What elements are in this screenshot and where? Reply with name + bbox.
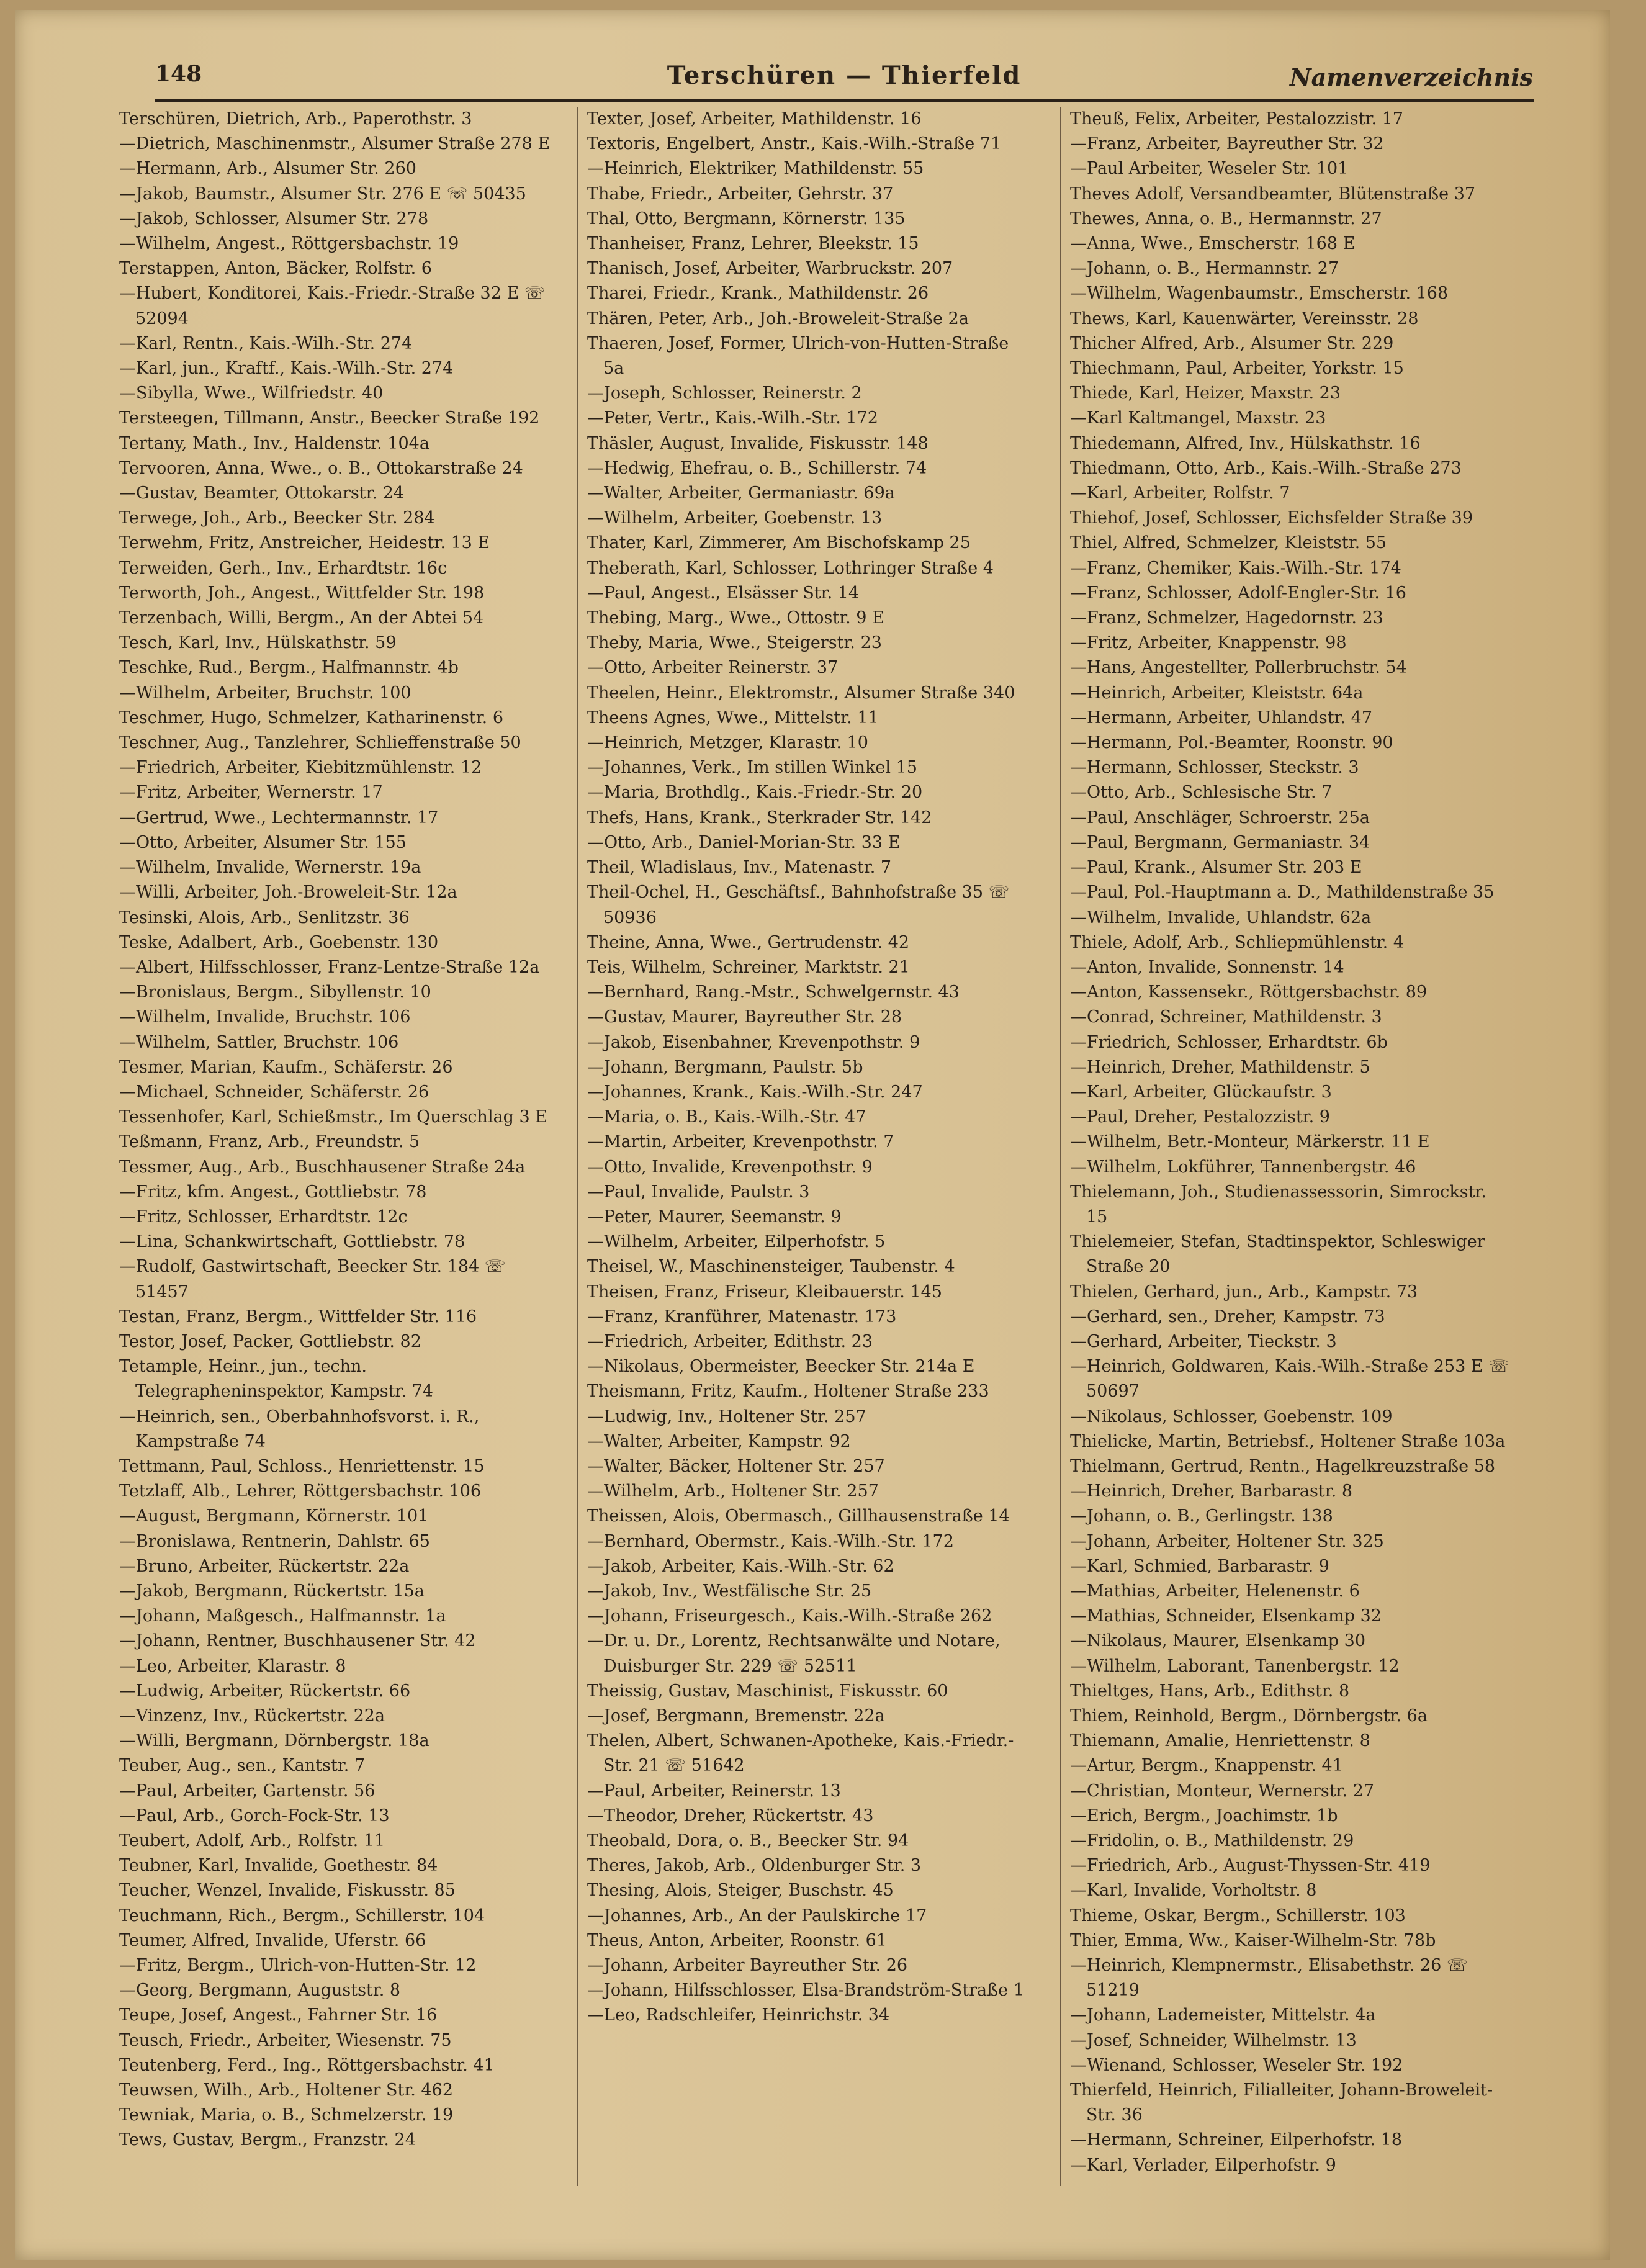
directory-entry: —Gustav, Beamter, Ottokarstr. 24 — [119, 484, 405, 503]
directory-entry: —Peter, Maurer, Seemanstr. 9 — [587, 1207, 842, 1226]
directory-entry: Teusch, Friedr., Arbeiter, Wiesenstr. 75 — [119, 2030, 452, 2050]
directory-entry: Theisel, W., Maschinensteiger, Taubenstr. 4 — [587, 1257, 955, 1277]
directory-entry: Tetzlaff, Alb., Lehrer, Röttgersbachstr. 106 — [119, 1482, 482, 1501]
directory-entry: —Maria, Brothdlg., Kais.-Friedr.-Str. 20 — [587, 783, 923, 803]
directory-entry: —Hedwig, Ehefrau, o. B., Schillerstr. 74 — [587, 458, 927, 478]
directory-entry: Thiedemann, Alfred, Inv., Hülskathstr. 16 — [1070, 433, 1421, 453]
directory-entry: —Fritz, Arbeiter, Wernerstr. 17 — [119, 783, 383, 803]
directory-entry: Terweiden, Gerh., Inv., Erhardtstr. 16c — [119, 558, 447, 578]
directory-entry: Testor, Josef, Packer, Gottliebstr. 82 — [119, 1331, 421, 1351]
directory-entry: Thicher Alfred, Arb., Alsumer Str. 229 — [1070, 333, 1394, 353]
directory-entry: —Bronislaus, Bergm., Sibyllenstr. 10 — [119, 983, 431, 1002]
directory-entry: —Nikolaus, Schlosser, Goebenstr. 109 — [1070, 1406, 1393, 1426]
directory-entry: Thewes, Anna, o. B., Hermannstr. 27 — [1070, 209, 1382, 228]
directory-entry: Tharei, Friedr., Krank., Mathildenstr. 26 — [587, 284, 929, 304]
directory-entry: —Johann, Hilfsschlosser, Elsa-Brandström-Straße 1 — [587, 1981, 1024, 2000]
directory-entry: Thefs, Hans, Krank., Sterkrader Str. 142 — [587, 808, 932, 827]
directory-entry: Thal, Otto, Bergmann, Körnerstr. 135 — [587, 209, 906, 228]
directory-entry: —Johann, Rentner, Buschhausener Str. 42 — [119, 1631, 476, 1651]
directory-entry: Thären, Peter, Arb., Joh.-Broweleit-Straße 2a — [587, 308, 969, 328]
directory-entry: Thabe, Friedr., Arbeiter, Gehrstr. 37 — [587, 184, 894, 204]
directory-entry: —Karl, Schmied, Barbarastr. 9 — [1070, 1556, 1329, 1576]
directory-entry: —Mathias, Arbeiter, Helenenstr. 6 — [1070, 1581, 1360, 1601]
directory-entry: —Jakob, Baumstr., Alsumer Str. 276 E ☏ 50435 — [119, 184, 526, 204]
directory-entry: —Paul, Bergmann, Germaniastr. 34 — [1070, 832, 1370, 852]
directory-entry: Texter, Josef, Arbeiter, Mathildenstr. 16 — [587, 109, 922, 128]
directory-entry: Theobald, Dora, o. B., Beecker Str. 94 — [587, 1831, 909, 1851]
directory-entry: —Wilhelm, Invalide, Bruchstr. 106 — [119, 1007, 411, 1027]
directory-entry: —Walter, Arbeiter, Kampstr. 92 — [587, 1431, 851, 1451]
directory-entry: —Hermann, Schlosser, Steckstr. 3 — [1070, 758, 1359, 778]
directory-entry: Theves Adolf, Versandbeamter, Blütenstraße 37 — [1070, 184, 1476, 204]
directory-entry: —Paul, Angest., Elsässer Str. 14 — [587, 583, 860, 603]
directory-entry: —Gertrud, Wwe., Lechtermannstr. 17 — [119, 808, 439, 827]
directory-entry: Teubner, Karl, Invalide, Goethestr. 84 — [119, 1856, 438, 1876]
directory-entry: —Wilhelm, Laborant, Tanenbergstr. 12 — [1070, 1656, 1400, 1676]
directory-entry: —August, Bergmann, Körnerstr. 101 — [119, 1506, 429, 1526]
directory-entry: Terwehm, Fritz, Anstreicher, Heidestr. 13 E — [119, 533, 490, 553]
directory-entry: —Johann, Maßgesch., Halfmannstr. 1a — [119, 1606, 446, 1626]
directory-entry: —Walter, Bäcker, Holtener Str. 257 — [587, 1456, 885, 1476]
directory-entry: Teske, Adalbert, Arb., Goebenstr. 130 — [119, 932, 439, 952]
directory-entry: —Bernhard, Rang.-Mstr., Schwelgernstr. 43 — [587, 983, 960, 1002]
directory-entry: Tettmann, Paul, Schloss., Henriettenstr. 15 — [119, 1456, 485, 1476]
page-header — [155, 57, 1533, 101]
directory-entry: —Johannes, Krank., Kais.-Wilh.-Str. 247 — [587, 1082, 923, 1102]
directory-entry: —Friedrich, Schlosser, Erhardtstr. 6b — [1070, 1032, 1388, 1052]
directory-entry: —Karl, jun., Kraftf., Kais.-Wilh.-Str. 274 — [119, 359, 454, 379]
directory-entry: —Rudolf, Gastwirtschaft, Beecker Str. 184 ☏ 51457 — [119, 1257, 506, 1302]
directory-entry: —Paul, Anschläger, Schroerstr. 25a — [1070, 808, 1370, 827]
directory-entry: —Theodor, Dreher, Rückertstr. 43 — [587, 1806, 874, 1825]
directory-entry: —Nikolaus, Obermeister, Beecker Str. 214a E — [587, 1357, 975, 1377]
directory-entry: —Josef, Schneider, Wilhelmstr. 13 — [1070, 2030, 1357, 2050]
directory-entry: —Wilhelm, Angest., Röttgersbachstr. 19 — [119, 234, 459, 254]
directory-entry: Thierfeld, Heinrich, Filialleiter, Johann-Broweleit-Str. 36 — [1070, 2081, 1493, 2125]
directory-entry: Teubert, Adolf, Arb., Rolfstr. 11 — [119, 1831, 385, 1851]
directory-entry: Tessenhofer, Karl, Schießmstr., Im Querschlag 3 E — [119, 1107, 548, 1127]
directory-entry: —Jakob, Inv., Westfälische Str. 25 — [587, 1581, 872, 1601]
directory-entry: Thieme, Oskar, Bergm., Schillerstr. 103 — [1070, 1906, 1406, 1925]
directory-entry: —Willi, Bergmann, Dörnbergstr. 18a — [119, 1731, 429, 1751]
directory-entry: —Johann, Bergmann, Paulstr. 5b — [587, 1057, 863, 1077]
directory-entry: —Bernhard, Obermstr., Kais.-Wilh.-Str. 172 — [587, 1531, 954, 1551]
directory-entry: Thelen, Albert, Schwanen-Apotheke, Kais.-Friedr.-Str. 21 ☏ 51642 — [587, 1731, 1014, 1776]
directory-entry: —Gerhard, sen., Dreher, Kampstr. 73 — [1070, 1307, 1385, 1326]
directory-entry: Thielemann, Joh., Studienassessorin, Simrockstr. 15 — [1070, 1182, 1486, 1226]
directory-entry: Theens Agnes, Wwe., Mittelstr. 11 — [587, 708, 879, 727]
directory-entry: —Fritz, Arbeiter, Knappenstr. 98 — [1070, 633, 1347, 653]
directory-entry: —Paul, Krank., Alsumer Str. 203 E — [1070, 858, 1362, 878]
directory-entry: —Wilhelm, Arbeiter, Goebenstr. 13 — [587, 508, 883, 528]
directory-entry: —Johann, Arbeiter, Holtener Str. 325 — [1070, 1531, 1384, 1551]
directory-entry: —Wilhelm, Arbeiter, Eilperhofstr. 5 — [587, 1232, 886, 1252]
directory-entry: —Gustav, Maurer, Bayreuther Str. 28 — [587, 1007, 902, 1027]
directory-entry: —Wilhelm, Arbeiter, Bruchstr. 100 — [119, 683, 412, 703]
directory-entry: Thielmann, Gertrud, Rentn., Hagelkreuzstraße 58 — [1070, 1456, 1496, 1476]
directory-entry: Teuwsen, Wilh., Arb., Holtener Str. 462 — [119, 2081, 454, 2100]
directory-entry: —Heinrich, Goldwaren, Kais.-Wilh.-Straße 253 E ☏ 50697 — [1070, 1357, 1509, 1402]
directory-entry: Terwege, Joh., Arb., Beecker Str. 284 — [119, 508, 435, 528]
directory-entry: —Peter, Vertr., Kais.-Wilh.-Str. 172 — [587, 408, 878, 428]
directory-entry: Tesinski, Alois, Arb., Senlitzstr. 36 — [119, 907, 410, 927]
directory-entry: —Paul, Invalide, Paulstr. 3 — [587, 1182, 810, 1202]
directory-entry: —Fritz, kfm. Angest., Gottliebstr. 78 — [119, 1182, 427, 1202]
directory-entry: —Franz, Schmelzer, Hagedornstr. 23 — [1070, 608, 1383, 628]
directory-entry: Tessmer, Aug., Arb., Buschhausener Straße 24a — [119, 1157, 526, 1177]
directory-entry: —Paul, Pol.-Hauptmann a. D., Mathildenstraße 35 — [1070, 883, 1495, 902]
directory-entry: Thäsler, August, Invalide, Fiskusstr. 148 — [587, 433, 929, 453]
directory-entry: —Ludwig, Inv., Holtener Str. 257 — [587, 1406, 866, 1426]
directory-entry: Theismann, Fritz, Kaufm., Holtener Straße 233 — [587, 1382, 989, 1402]
directory-entry: Terstappen, Anton, Bäcker, Rolfstr. 6 — [119, 259, 432, 279]
directory-entry: —Paul, Dreher, Pestalozzistr. 9 — [1070, 1107, 1330, 1127]
directory-entry: Thiehof, Josef, Schlosser, Eichsfelder Straße 39 — [1070, 508, 1473, 528]
directory-entry: Theissig, Gustav, Maschinist, Fiskusstr. 60 — [587, 1681, 948, 1701]
directory-entry: Teuber, Aug., sen., Kantstr. 7 — [119, 1756, 366, 1776]
directory-entry: —Paul, Arbeiter, Gartenstr. 56 — [119, 1781, 376, 1801]
directory-entry: Terschüren, Dietrich, Arb., Paperothstr. 3 — [119, 109, 472, 128]
directory-entry: —Heinrich, Dreher, Mathildenstr. 5 — [1070, 1057, 1370, 1077]
directory-entry: —Franz, Schlosser, Adolf-Engler-Str. 16 — [1070, 583, 1406, 603]
directory-entry: Teucher, Wenzel, Invalide, Fiskusstr. 85 — [119, 1881, 456, 1901]
directory-entry: Terzenbach, Willi, Bergm., An der Abtei 54 — [119, 608, 484, 628]
directory-entry: —Vinzenz, Inv., Rückertstr. 22a — [119, 1706, 385, 1726]
directory-entry: —Hermann, Arb., Alsumer Str. 260 — [119, 159, 416, 179]
directory-entry: Tews, Gustav, Bergm., Franzstr. 24 — [119, 2130, 416, 2150]
directory-entry: Teupe, Josef, Angest., Fahrner Str. 16 — [119, 2005, 438, 2025]
directory-entry: —Karl, Arbeiter, Rolfstr. 7 — [1070, 484, 1290, 503]
directory-entry: —Karl, Rentn., Kais.-Wilh.-Str. 274 — [119, 333, 413, 353]
page-number: 148 — [155, 61, 202, 87]
directory-entry: Thiechmann, Paul, Arbeiter, Yorkstr. 15 — [1070, 359, 1404, 379]
directory-entry: —Dr. u. Dr., Lorentz, Rechtsanwälte und Notare, Duisburger Str. 229 ☏ 52511 — [587, 1631, 1001, 1676]
directory-entry: —Hubert, Konditorei, Kais.-Friedr.-Straße 32 E ☏ 52094 — [119, 284, 546, 328]
directory-entry: —Hermann, Arbeiter, Uhlandstr. 47 — [1070, 708, 1373, 727]
section-title: Namenverzeichnis — [1289, 63, 1533, 91]
directory-entry: —Karl, Invalide, Vorholtstr. 8 — [1070, 1881, 1317, 1901]
directory-entry: —Franz, Arbeiter, Bayreuther Str. 32 — [1070, 134, 1384, 154]
directory-entry: —Johann, Lademeister, Mittelstr. 4a — [1070, 2005, 1376, 2025]
directory-entry: —Josef, Bergmann, Bremenstr. 22a — [587, 1706, 885, 1726]
directory-entry: —Leo, Radschleifer, Heinrichstr. 34 — [587, 2005, 890, 2025]
directory-entry: —Mathias, Schneider, Elsenkamp 32 — [1070, 1606, 1382, 1626]
directory-entry: —Johann, Arbeiter Bayreuther Str. 26 — [587, 1956, 908, 1976]
directory-entry: Teuchmann, Rich., Bergm., Schillerstr. 104 — [119, 1906, 485, 1925]
directory-entry: Teis, Wilhelm, Schreiner, Marktstr. 21 — [587, 957, 910, 977]
directory-entry: —Maria, o. B., Kais.-Wilh.-Str. 47 — [587, 1107, 866, 1127]
directory-entry: Textoris, Engelbert, Anstr., Kais.-Wilh.-Straße 71 — [587, 134, 1002, 154]
directory-entry: Testan, Franz, Bergm., Wittfelder Str. 116 — [119, 1307, 477, 1326]
directory-entry: —Johann, o. B., Gerlingstr. 138 — [1070, 1506, 1333, 1526]
directory-entry: Tervooren, Anna, Wwe., o. B., Ottokarstraße 24 — [119, 458, 523, 478]
column-divider — [577, 107, 578, 2186]
directory-entry: —Paul Arbeiter, Weseler Str. 101 — [1070, 159, 1349, 179]
directory-entry: —Jakob, Arbeiter, Kais.-Wilh.-Str. 62 — [587, 1556, 894, 1576]
directory-entry: —Paul, Arb., Gorch-Fock-Str. 13 — [119, 1806, 390, 1825]
directory-entry: —Heinrich, Arbeiter, Kleiststr. 64a — [1070, 683, 1364, 703]
directory-entry: —Lina, Schankwirtschaft, Gottliebstr. 78 — [119, 1232, 465, 1252]
directory-entry: —Paul, Arbeiter, Reinerstr. 13 — [587, 1781, 841, 1801]
directory-entry: —Friedrich, Arbeiter, Edithstr. 23 — [587, 1331, 873, 1351]
directory-entry: —Friedrich, Arbeiter, Kiebitzmühlenstr. 12 — [119, 758, 482, 778]
directory-entry: —Walter, Arbeiter, Germaniastr. 69a — [587, 484, 895, 503]
directory-entry: Tewniak, Maria, o. B., Schmelzerstr. 19 — [119, 2105, 454, 2125]
directory-entry: —Wilhelm, Wagenbaumstr., Emscherstr. 168 — [1070, 284, 1449, 304]
directory-entry: —Anton, Kassensekr., Röttgersbachstr. 89 — [1070, 983, 1428, 1002]
directory-entry: —Heinrich, sen., Oberbahnhofsvorst. i. R., Kampstraße 74 — [119, 1406, 480, 1451]
directory-entry: Teschke, Rud., Bergm., Halfmannstr. 4b — [119, 658, 459, 678]
header-rule — [155, 99, 1534, 102]
directory-entry: —Johann, Friseurgesch., Kais.-Wilh.-Straße 262 — [587, 1606, 992, 1626]
directory-entry: —Johannes, Verk., Im stillen Winkel 15 — [587, 758, 917, 778]
directory-entry: Thieltges, Hans, Arb., Edithstr. 8 — [1070, 1681, 1350, 1701]
directory-column-2 — [587, 107, 1029, 2242]
directory-entry: Theus, Anton, Arbeiter, Roonstr. 61 — [587, 1930, 887, 1950]
directory-entry: —Jakob, Eisenbahner, Krevenpothstr. 9 — [587, 1032, 920, 1052]
directory-entry: —Ludwig, Arbeiter, Rückertstr. 66 — [119, 1681, 411, 1701]
directory-entry: Thiele, Adolf, Arb., Schliepmühlenstr. 4 — [1070, 932, 1405, 952]
directory-entry: Theres, Jakob, Arb., Oldenburger Str. 3 — [587, 1856, 922, 1876]
directory-entry: Thater, Karl, Zimmerer, Am Bischofskamp 25 — [587, 533, 971, 553]
directory-entry: Thielicke, Martin, Betriebsf., Holtener Straße 103a — [1070, 1431, 1506, 1451]
directory-entry: —Gerhard, Arbeiter, Tieckstr. 3 — [1070, 1331, 1337, 1351]
directory-entry: Thielemeier, Stefan, Stadtinspektor, Schleswiger Straße 20 — [1070, 1232, 1485, 1277]
directory-entry: Thiem, Reinhold, Bergm., Dörnbergstr. 6a — [1070, 1706, 1428, 1726]
directory-entry: Thiel, Alfred, Schmelzer, Kleiststr. 55 — [1070, 533, 1387, 553]
directory-entry: Thiemann, Amalie, Henriettenstr. 8 — [1070, 1731, 1370, 1751]
directory-entry: —Wilhelm, Invalide, Wernerstr. 19a — [119, 858, 421, 878]
directory-entry: —Otto, Arbeiter, Alsumer Str. 155 — [119, 832, 407, 852]
directory-entry: —Johann, o. B., Hermannstr. 27 — [1070, 259, 1339, 279]
directory-entry: —Karl, Verlader, Eilperhofstr. 9 — [1070, 2155, 1336, 2175]
directory-entry: Theberath, Karl, Schlosser, Lothringer Straße 4 — [587, 558, 994, 578]
directory-entry: Thaeren, Josef, Former, Ulrich-von-Hutten-Straße 5a — [587, 333, 1009, 379]
directory-entry: —Fritz, Schlosser, Erhardtstr. 12c — [119, 1207, 408, 1226]
directory-entry: Thiede, Karl, Heizer, Maxstr. 23 — [1070, 384, 1341, 403]
directory-entry: Teschmer, Hugo, Schmelzer, Katharinenstr. 6 — [119, 708, 504, 727]
directory-entry: —Michael, Schneider, Schäferstr. 26 — [119, 1082, 429, 1102]
directory-entry: Theuß, Felix, Arbeiter, Pestalozzistr. 17 — [1070, 109, 1403, 128]
directory-entry: Tesch, Karl, Inv., Hülskathstr. 59 — [119, 633, 397, 653]
directory-entry: —Fritz, Bergm., Ulrich-von-Hutten-Str. 12 — [119, 1956, 477, 1976]
directory-entry: —Heinrich, Elektriker, Mathildenstr. 55 — [587, 159, 924, 179]
directory-entry: —Albert, Hilfsschlosser, Franz-Lentze-Straße 12a — [119, 957, 540, 977]
directory-entry: —Wilhelm, Invalide, Uhlandstr. 62a — [1070, 907, 1372, 927]
directory-entry: —Anna, Wwe., Emscherstr. 168 E — [1070, 234, 1356, 254]
directory-entry: —Karl Kaltmangel, Maxstr. 23 — [1070, 408, 1326, 428]
directory-entry: Terworth, Joh., Angest., Wittfelder Str. 198 — [119, 583, 485, 603]
directory-entry: —Sibylla, Wwe., Wilfriedstr. 40 — [119, 384, 384, 403]
directory-entry: —Otto, Arb., Schlesische Str. 7 — [1070, 783, 1333, 803]
directory-entry: —Joseph, Schlosser, Reinerstr. 2 — [587, 384, 862, 403]
directory-entry: —Heinrich, Dreher, Barbarastr. 8 — [1070, 1482, 1352, 1501]
directory-entry: —Franz, Kranführer, Matenastr. 173 — [587, 1307, 897, 1326]
directory-entry: —Jakob, Schlosser, Alsumer Str. 278 — [119, 209, 429, 228]
directory-entry: Teutenberg, Ferd., Ing., Röttgersbachstr. 41 — [119, 2055, 495, 2075]
directory-entry: Thanisch, Josef, Arbeiter, Warbruckstr. 207 — [587, 259, 953, 279]
directory-entry: —Martin, Arbeiter, Krevenpothstr. 7 — [587, 1132, 894, 1152]
directory-entry: Tersteegen, Tillmann, Anstr., Beecker Straße 192 — [119, 408, 540, 428]
directory-entry: —Heinrich, Klempnermstr., Elisabethstr. 26 ☏ 51219 — [1070, 1956, 1468, 2000]
directory-entry: —Hans, Angestellter, Pollerbruchstr. 54 — [1070, 658, 1407, 678]
directory-entry: —Johannes, Arb., An der Paulskirche 17 — [587, 1906, 927, 1925]
directory-entry: Tertany, Math., Inv., Haldenstr. 104a — [119, 433, 429, 453]
directory-entry: Thiedmann, Otto, Arb., Kais.-Wilh.-Straße 273 — [1070, 458, 1462, 478]
directory-entry: —Georg, Bergmann, Auguststr. 8 — [119, 1981, 401, 2000]
directory-entry: Teschner, Aug., Tanzlehrer, Schlieffenstraße 50 — [119, 733, 521, 753]
directory-entry: Teumer, Alfred, Invalide, Uferstr. 66 — [119, 1930, 426, 1950]
directory-column-1 — [119, 107, 561, 2242]
directory-entry: Thier, Emma, Ww., Kaiser-Wilhelm-Str. 78b — [1070, 1930, 1436, 1950]
directory-entry: —Nikolaus, Maurer, Elsenkamp 30 — [1070, 1631, 1365, 1651]
column-divider — [1060, 107, 1061, 2186]
directory-entry: —Otto, Invalide, Krevenpothstr. 9 — [587, 1157, 873, 1177]
directory-entry: —Dietrich, Maschinenmstr., Alsumer Straße 278 E — [119, 134, 551, 154]
directory-entry: —Friedrich, Arb., August-Thyssen-Str. 419 — [1070, 1856, 1431, 1876]
directory-entry: Thews, Karl, Kauenwärter, Vereinsstr. 28 — [1070, 308, 1419, 328]
directory-entry: Thebing, Marg., Wwe., Ottostr. 9 E — [587, 608, 884, 628]
directory-entry: —Wilhelm, Sattler, Bruchstr. 106 — [119, 1032, 399, 1052]
directory-entry: Thielen, Gerhard, jun., Arb., Kampstr. 73 — [1070, 1282, 1418, 1302]
directory-entry: Theby, Maria, Wwe., Steigerstr. 23 — [587, 633, 882, 653]
directory-entry: —Wilhelm, Betr.-Monteur, Märkerstr. 11 E — [1070, 1132, 1430, 1152]
directory-entry: Thesing, Alois, Steiger, Buschstr. 45 — [587, 1881, 894, 1901]
directory-entry: —Heinrich, Metzger, Klarastr. 10 — [587, 733, 868, 753]
directory-entry: Theil-Ochel, H., Geschäftsf., Bahnhofstraße 35 ☏ 50936 — [587, 883, 1010, 927]
directory-entry: Theil, Wladislaus, Inv., Matenastr. 7 — [587, 858, 892, 878]
directory-column-3 — [1070, 107, 1512, 2242]
directory-entry: —Wilhelm, Lokführer, Tannenbergstr. 46 — [1070, 1157, 1416, 1177]
directory-entry: Theisen, Franz, Friseur, Kleibauerstr. 145 — [587, 1282, 942, 1302]
directory-entry: —Otto, Arb., Daniel-Morian-Str. 33 E — [587, 832, 901, 852]
directory-entry: Theelen, Heinr., Elektromstr., Alsumer Straße 340 — [587, 683, 1015, 703]
running-head: Terschüren — Thierfeld — [667, 61, 1022, 90]
directory-entry: Thanheiser, Franz, Lehrer, Bleekstr. 15 — [587, 234, 919, 254]
directory-entry: —Wilhelm, Arb., Holtener Str. 257 — [587, 1482, 879, 1501]
directory-entry: —Jakob, Bergmann, Rückertstr. 15a — [119, 1581, 425, 1601]
directory-entry: —Karl, Arbeiter, Glückaufstr. 3 — [1070, 1082, 1332, 1102]
directory-entry: —Artur, Bergm., Knappenstr. 41 — [1070, 1756, 1343, 1776]
directory-entry: —Bronislawa, Rentnerin, Dahlstr. 65 — [119, 1531, 430, 1551]
directory-entry: —Franz, Chemiker, Kais.-Wilh.-Str. 174 — [1070, 558, 1401, 578]
directory-entry: —Leo, Arbeiter, Klarastr. 8 — [119, 1656, 346, 1676]
directory-entry: —Anton, Invalide, Sonnenstr. 14 — [1070, 957, 1344, 977]
directory-entry: —Hermann, Schreiner, Eilperhofstr. 18 — [1070, 2130, 1403, 2150]
directory-entry: Teßmann, Franz, Arb., Freundstr. 5 — [119, 1132, 420, 1152]
directory-entry: —Willi, Arbeiter, Joh.-Broweleit-Str. 12a — [119, 883, 457, 902]
directory-entry: Tetample, Heinr., jun., techn. Telegrapheninspektor, Kampstr. 74 — [119, 1357, 433, 1402]
directory-entry: —Bruno, Arbeiter, Rückertstr. 22a — [119, 1556, 410, 1576]
directory-entry: —Erich, Bergm., Joachimstr. 1b — [1070, 1806, 1338, 1825]
directory-entry: —Fridolin, o. B., Mathildenstr. 29 — [1070, 1831, 1354, 1851]
directory-entry: —Christian, Monteur, Wernerstr. 27 — [1070, 1781, 1375, 1801]
directory-entry: —Conrad, Schreiner, Mathildenstr. 3 — [1070, 1007, 1382, 1027]
directory-entry: —Wienand, Schlosser, Weseler Str. 192 — [1070, 2055, 1403, 2075]
directory-entry: Theine, Anna, Wwe., Gertrudenstr. 42 — [587, 932, 910, 952]
directory-entry: —Otto, Arbeiter Reinerstr. 37 — [587, 658, 839, 678]
directory-entry: Tesmer, Marian, Kaufm., Schäferstr. 26 — [119, 1057, 453, 1077]
directory-entry: Theissen, Alois, Obermasch., Gillhausenstraße 14 — [587, 1506, 1010, 1526]
directory-entry: —Hermann, Pol.-Beamter, Roonstr. 90 — [1070, 733, 1393, 753]
